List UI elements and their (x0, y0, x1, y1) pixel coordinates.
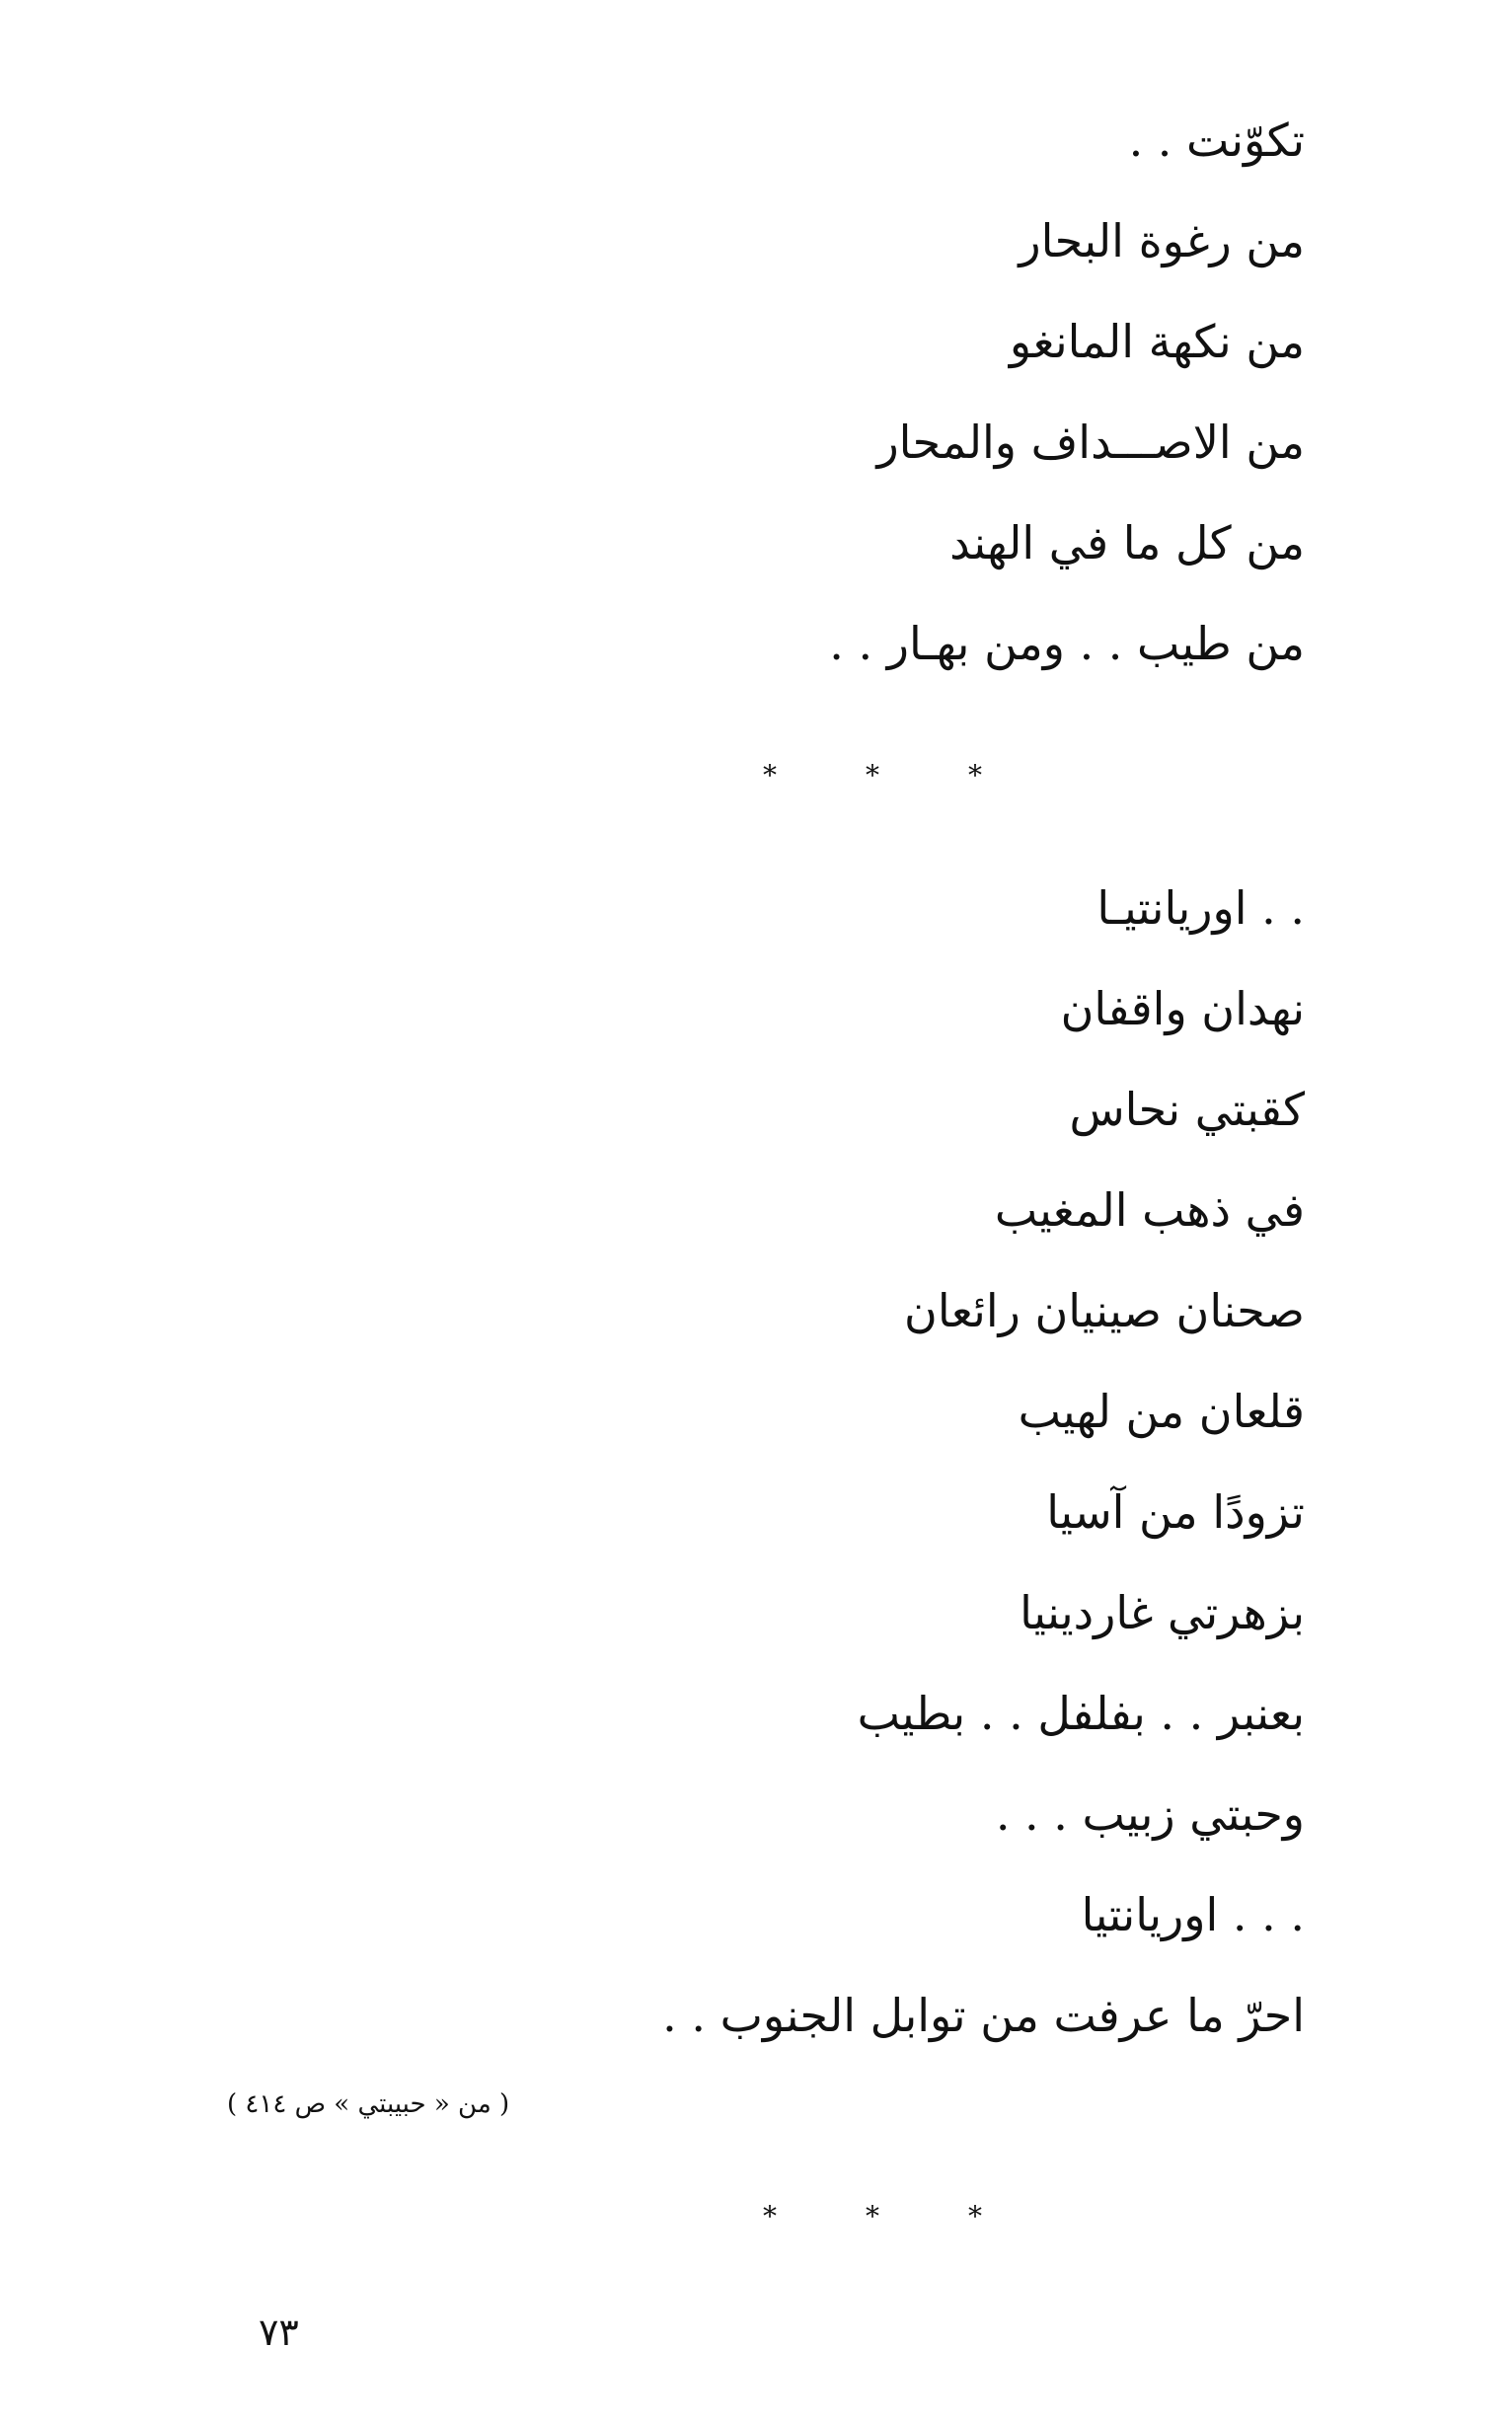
poem-line: تكوّنت . . (1128, 114, 1305, 167)
poem-line: قلعان من لهيب (1018, 1385, 1305, 1438)
poem-line: من رغوة البحار (1019, 214, 1305, 267)
star-ornament: * (763, 2200, 777, 2233)
star-ornament: * (968, 759, 982, 792)
poem-line: احرّ ما عرفت من توابل الجنوب . . (662, 1989, 1305, 2042)
poem-line: بعنبر . . بفلفل . . بطيب (857, 1687, 1305, 1740)
poem-line: من طيب . . ومن بهـار . . (829, 617, 1305, 670)
poem-line: وحبتي زبيب . . . (995, 1787, 1305, 1841)
poem-line: بزهرتي غاردينيا (1020, 1586, 1305, 1639)
poem-line: كقبتي نحاس (1069, 1083, 1305, 1136)
section-divider (750, 2197, 995, 2236)
poem-line: تزودًا من آسيا (1046, 1485, 1305, 1539)
poem-line: من كل ما في الهند (949, 516, 1305, 569)
poem-line: . . . اوريانتيا (1081, 1888, 1305, 1941)
poem-line: صحنان صينيان رائعان (904, 1284, 1305, 1337)
star-ornament: * (866, 759, 879, 792)
poem-line: نهدان واقفان (1060, 982, 1305, 1035)
page-number: ٧٣ (259, 2310, 299, 2354)
star-ornament: * (763, 759, 777, 792)
poem-line: من نكهة المانغو (1009, 315, 1305, 368)
poem-line: من الاصـــداف والمحار (876, 416, 1305, 469)
poem-line: في ذهب المغيب (994, 1183, 1305, 1237)
source-citation: ( من « حبيبتي » ص ٤١٤ ) (227, 2089, 510, 2119)
star-ornament: * (866, 2200, 879, 2233)
poem-line: . . اوريانتيـا (1096, 881, 1305, 935)
star-ornament: * (968, 2200, 982, 2233)
section-divider (750, 756, 995, 795)
